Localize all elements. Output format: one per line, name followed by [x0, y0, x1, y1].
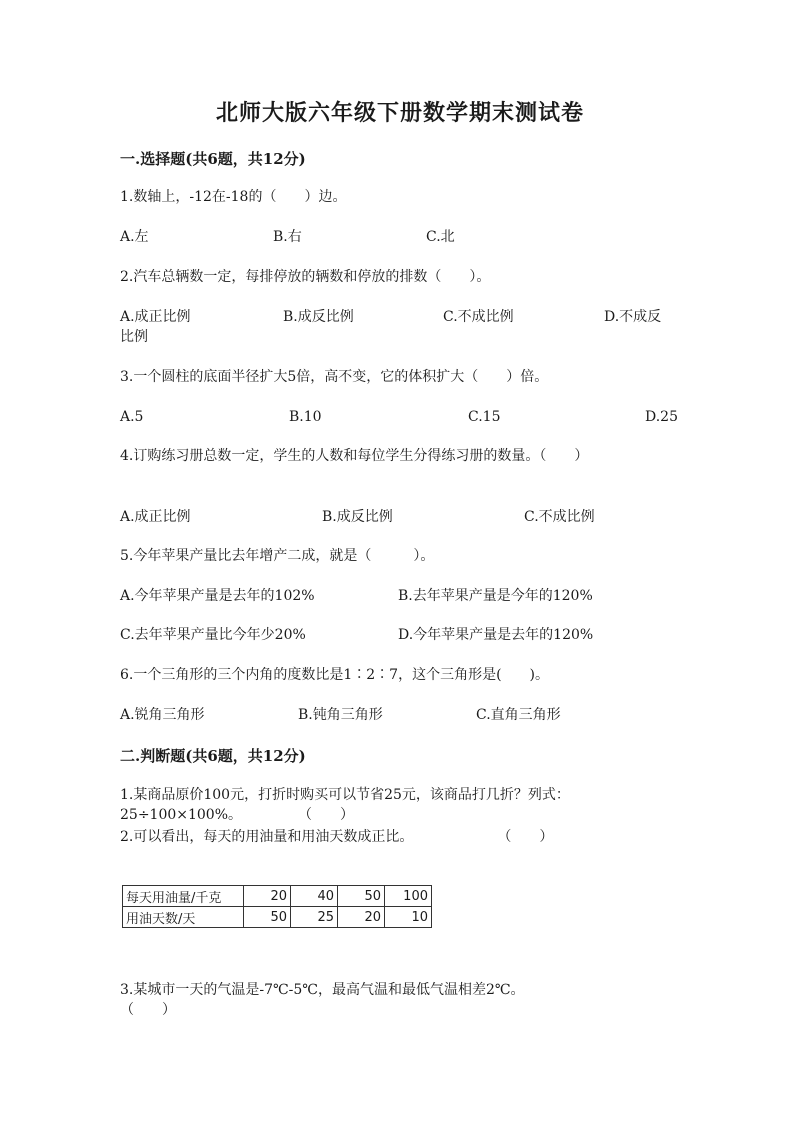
judgment-question-3-line-2: （ ） [120, 1002, 176, 1018]
question-6: 6.一个三角形的三个内角的度数比是1∶2∶7，这个三角形是( )。 [120, 667, 550, 683]
q5-option-b[interactable]: B.去年苹果产量是今年的120% [398, 588, 593, 604]
table-cell-label: 用油天数/天 [123, 907, 244, 928]
question-4: 4.订购练习册总数一定，学生的人数和每位学生分得练习册的数量。（ ） [120, 448, 589, 464]
judgment-question-2: 2.可以看出，每天的用油量和用油天数成正比。 （ ） [120, 829, 554, 845]
table-cell: 10 [385, 907, 432, 928]
q2-option-b[interactable]: B.成反比例 [283, 309, 354, 325]
question-3: 3.一个圆柱的底面半径扩大5倍，高不变，它的体积扩大（ ）倍。 [120, 369, 549, 385]
q3-option-a[interactable]: A.5 [120, 409, 144, 425]
q1-option-a[interactable]: A.左 [120, 229, 149, 245]
q5-option-a[interactable]: A.今年苹果产量是去年的102% [120, 588, 315, 604]
question-2: 2.汽车总辆数一定，每排停放的辆数和停放的排数（ ）。 [120, 269, 491, 285]
oil-usage-table [122, 885, 432, 928]
table-cell: 40 [291, 886, 338, 907]
section-heading-choice: 一.选择题(共6题，共12分) [120, 150, 306, 168]
q2-option-d-continued: 比例 [120, 329, 148, 345]
judgment-question-1-line-2: 25÷100×100%。 （ ） [120, 807, 355, 823]
table-row [123, 886, 432, 907]
q4-option-c[interactable]: C.不成比例 [524, 509, 595, 525]
q5-option-c[interactable]: C.去年苹果产量比今年少20% [120, 627, 306, 643]
q1-option-b[interactable]: B.右 [273, 229, 302, 245]
q5-option-d[interactable]: D.今年苹果产量是去年的120% [398, 627, 594, 643]
q4-option-a[interactable]: A.成正比例 [120, 509, 191, 525]
table-cell: 25 [291, 907, 338, 928]
q6-option-c[interactable]: C.直角三角形 [476, 707, 561, 723]
table-cell: 20 [244, 886, 291, 907]
q6-option-a[interactable]: A.锐角三角形 [120, 707, 205, 723]
q1-option-c[interactable]: C.北 [426, 229, 455, 245]
q2-option-a[interactable]: A.成正比例 [120, 309, 191, 325]
section-heading-judgment: 二.判断题(共6题，共12分) [120, 747, 306, 765]
q6-option-b[interactable]: B.钝角三角形 [298, 707, 383, 723]
page-title: 北师大版六年级下册数学期末测试卷 [215, 100, 584, 126]
table-cell: 50 [244, 907, 291, 928]
q3-option-d[interactable]: D.25 [645, 409, 678, 425]
table-cell: 20 [338, 907, 385, 928]
question-1: 1.数轴上，-12在-18的（ ）边。 [120, 189, 347, 205]
judgment-question-3-line-1: 3.某城市一天的气温是-7℃-5℃，最高气温和最低气温相差2℃。 [120, 982, 525, 998]
table-cell: 100 [385, 886, 432, 907]
table-row [123, 907, 432, 928]
question-5: 5.今年苹果产量比去年增产二成，就是（ ）。 [120, 548, 435, 564]
q4-option-b[interactable]: B.成反比例 [322, 509, 393, 525]
table-cell: 50 [338, 886, 385, 907]
q3-option-c[interactable]: C.15 [468, 409, 501, 425]
q2-option-c[interactable]: C.不成比例 [443, 309, 514, 325]
judgment-question-1-line-1: 1.某商品原价100元，打折时购买可以节省25元，该商品打几折？列式： [120, 787, 570, 803]
table-cell-label: 每天用油量/千克 [123, 886, 244, 907]
q2-option-d[interactable]: D.不成反 [604, 309, 662, 325]
q3-option-b[interactable]: B.10 [289, 409, 322, 425]
